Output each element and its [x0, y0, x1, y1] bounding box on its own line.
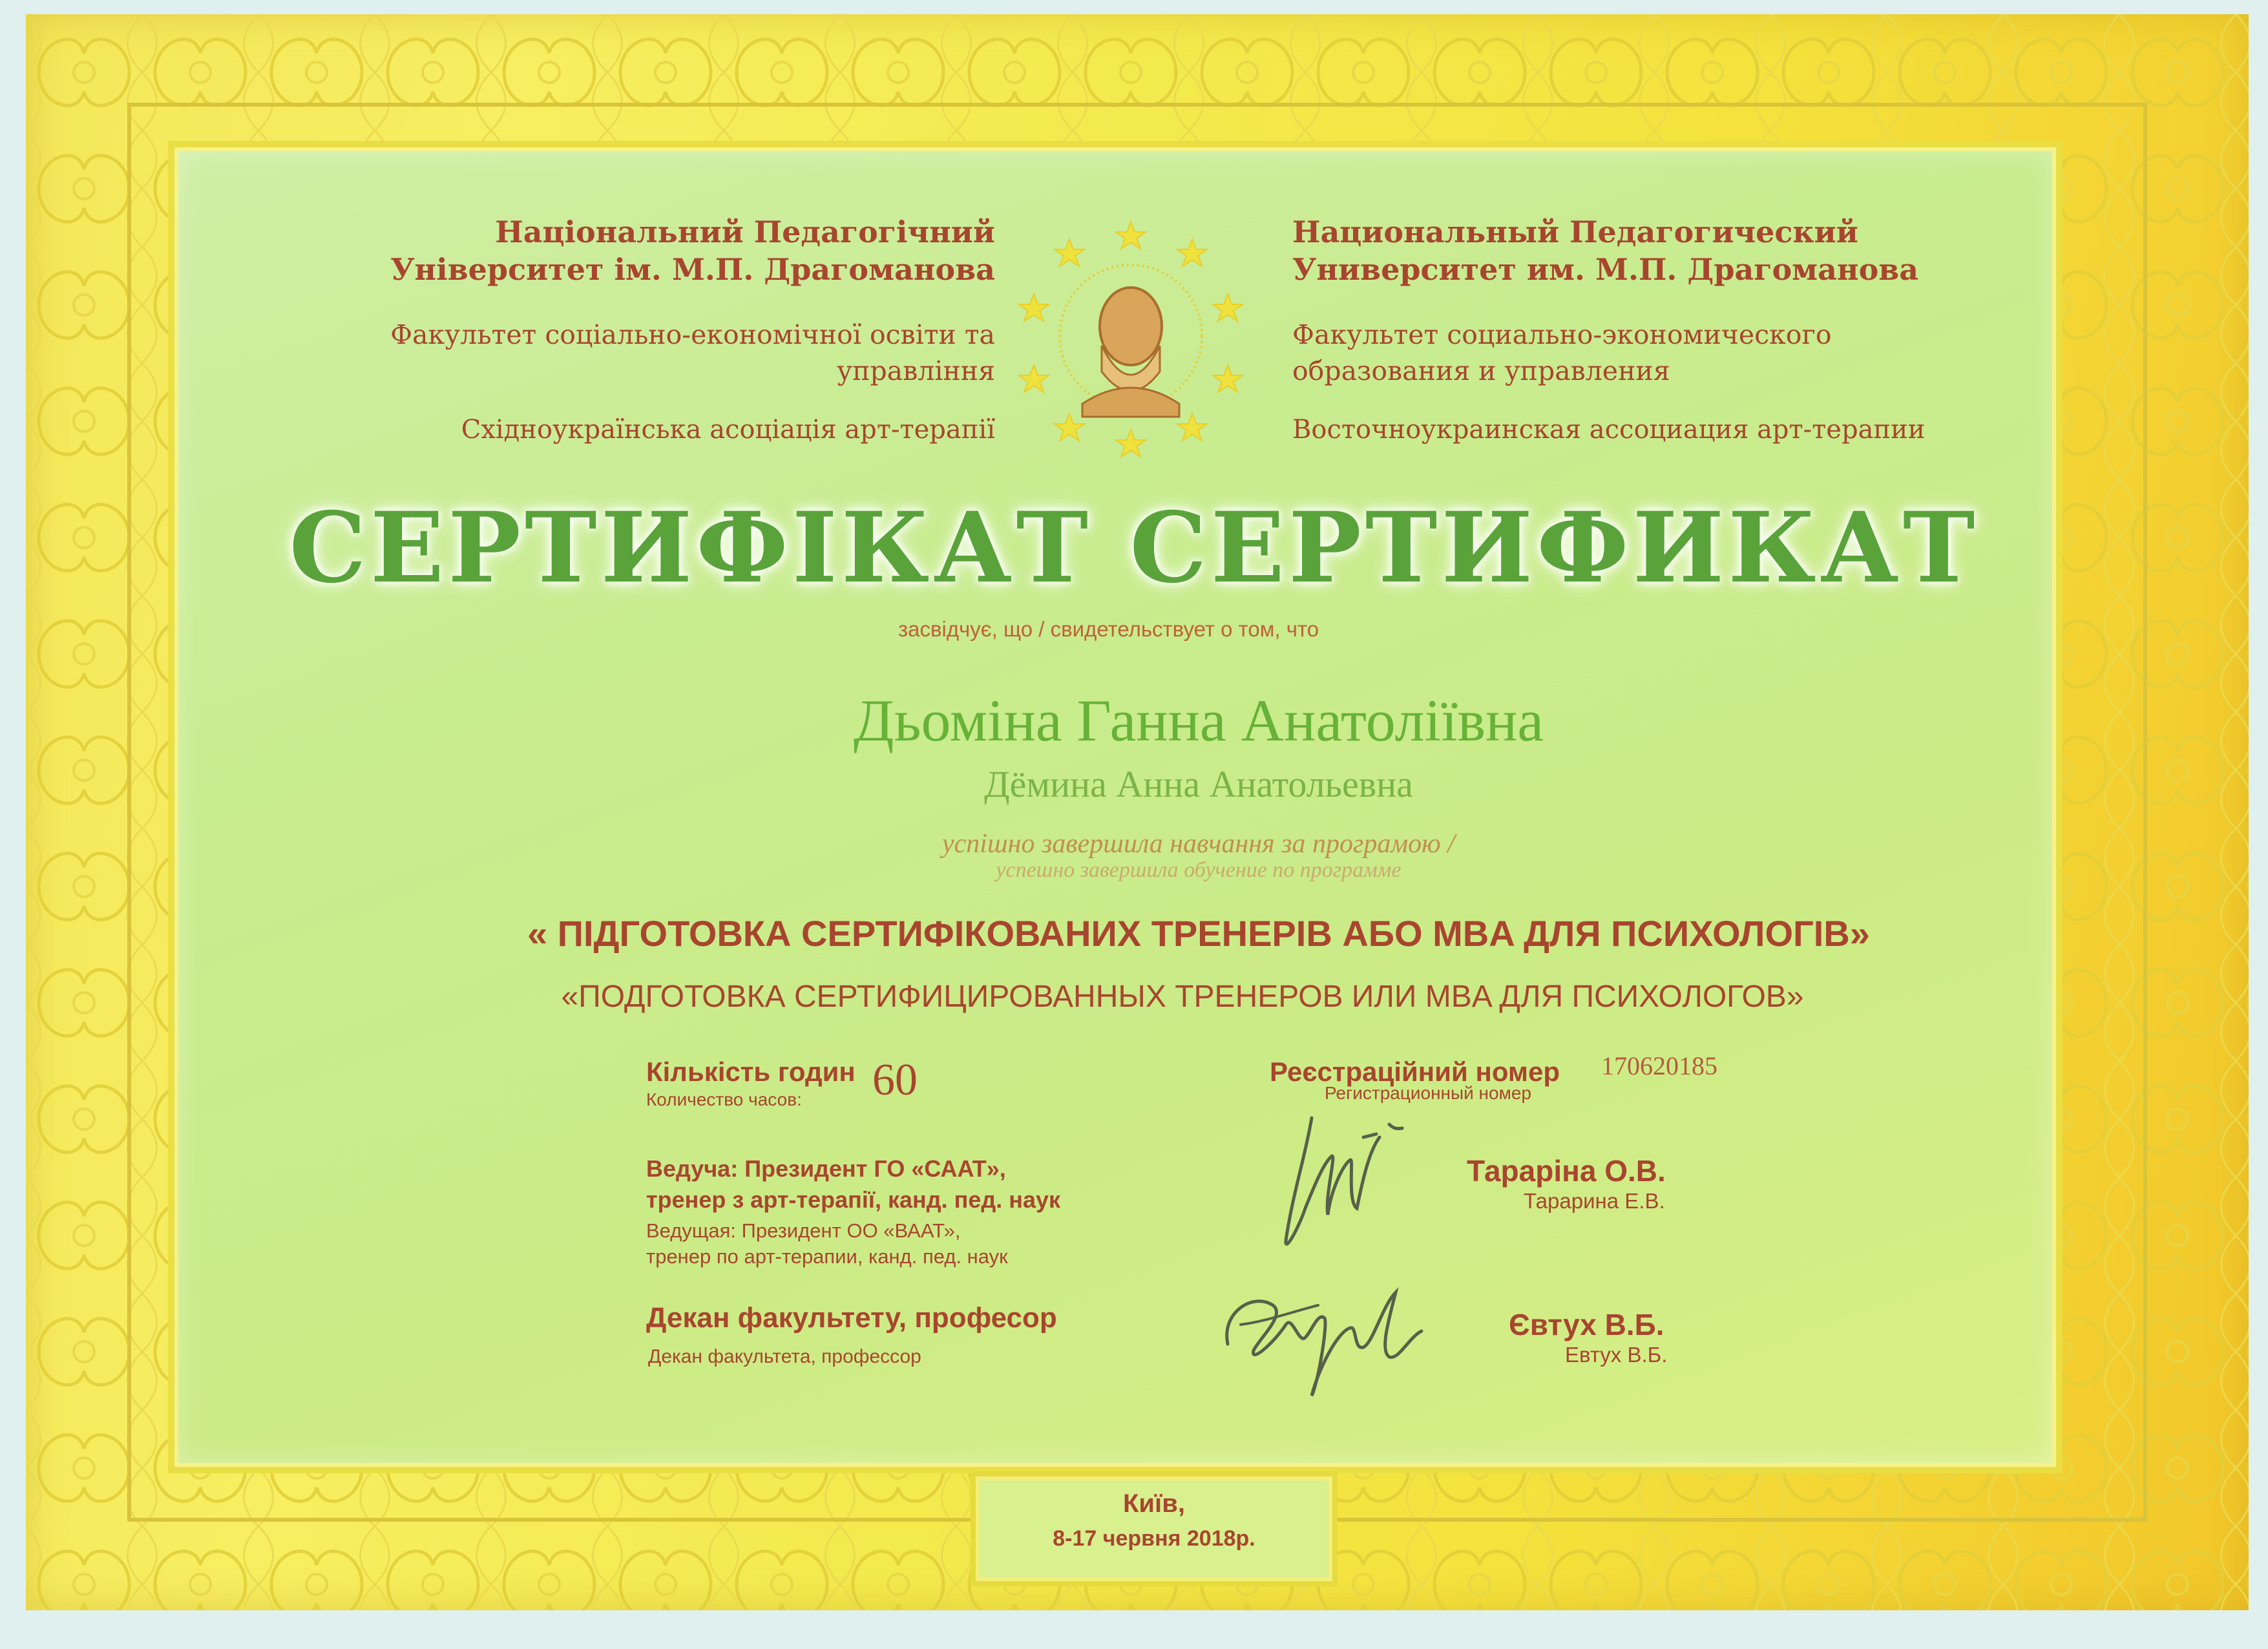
dean-title-ua: Декан факультету, професор [646, 1302, 1057, 1334]
lead-ru-line2: тренер по арт-терапии, канд. пед. наук [646, 1245, 1008, 1268]
lead-ua-line2: тренер з арт-терапії, канд. пед. наук [646, 1186, 1061, 1213]
university-name-ru [1292, 213, 2003, 288]
hours-label-ua: Кількість годин [646, 1056, 856, 1087]
university-name-ua [388, 213, 995, 288]
dean-name-ru: Евтух В.Б. [1565, 1343, 1668, 1367]
program-title-ua: « ПІДГОТОВКА СЕРТИФІКОВАНИХ ТРЕНЕРІВ АБО MBA ДЛЯ ПСИХОЛОГІВ» [527, 913, 1870, 954]
hours-value: 60 [872, 1055, 918, 1105]
dean-signature [1215, 1266, 1434, 1415]
hours-label-ru: Количество часов: [646, 1089, 802, 1109]
faculty-ua-line1: Факультет соціально-економічної освіти та [390, 319, 995, 350]
lead-name-ua: Тарарiна О.В. [1467, 1154, 1666, 1188]
lead-signature [1266, 1098, 1422, 1266]
certificate-title: СЕРТИФІКАТ СЕРТИФИКАТ [289, 491, 1979, 605]
lead-title-ru [646, 1218, 1008, 1270]
recipient-name-ru: Дёмина Анна Анатольевна [984, 763, 1413, 805]
university-ua-line2: Університет ім. М.П. Драгоманова [390, 252, 995, 287]
completed-text-ru: успешно завершила обучение по программе [996, 858, 1402, 882]
lead-name-ru: Тарарина Е.В. [1524, 1189, 1665, 1213]
university-ru-line2: Университет им. М.П. Драгоманова [1292, 252, 1919, 287]
dean-name-ua: Євтух В.Б. [1509, 1308, 1664, 1341]
faculty-ru-line2: образования и управления [1292, 355, 1670, 386]
faculty-name-ua [194, 317, 995, 389]
faculty-ua-line2: управління [837, 355, 995, 386]
dean-title-ru: Декан факультета, профессор [648, 1346, 921, 1367]
testifies-text: засвідчує, що / свидетельствует о том, что [898, 617, 1319, 641]
faculty-ru-line1: Факультет социально-экономического [1292, 319, 1832, 350]
recipient-name-ua: Дьоміна Ганна Анатоліївна [853, 688, 1544, 753]
university-emblem-icon [1005, 210, 1257, 462]
faculty-name-ru [1292, 317, 2003, 389]
registration-label-ru: Регистрационный номер [1325, 1083, 1531, 1103]
registration-number: 170620185 [1601, 1051, 1717, 1080]
completed-text-ua: успішно завершила навчання за програмою / [942, 829, 1455, 859]
association-ru: Восточноукраинская ассоциация арт-терапии [1292, 415, 1926, 445]
registration-label-ua: Реєстраційний номер [1270, 1056, 1560, 1087]
issue-city: Київ, [1123, 1489, 1185, 1518]
lead-title-ua [646, 1153, 1060, 1215]
university-ru-line1: Национальный Педагогический [1292, 215, 1858, 249]
issue-dates: 8-17 червня 2018р. [1053, 1526, 1255, 1551]
association-ua: Східноукраїнська асоціація арт-терапії [461, 415, 995, 445]
university-ua-line1: Національний Педагогічний [495, 215, 995, 249]
lead-ru-line1: Ведущая: Президент ОО «ВААТ», [646, 1219, 961, 1242]
program-title-ru: «ПОДГОТОВКА СЕРТИФИЦИРОВАННЫХ ТРЕНЕРОВ ИЛИ MBA ДЛЯ ПСИХОЛОГОВ» [561, 980, 1804, 1014]
lead-ua-line1: Ведуча: Президент ГО «САAT», [646, 1155, 1006, 1182]
